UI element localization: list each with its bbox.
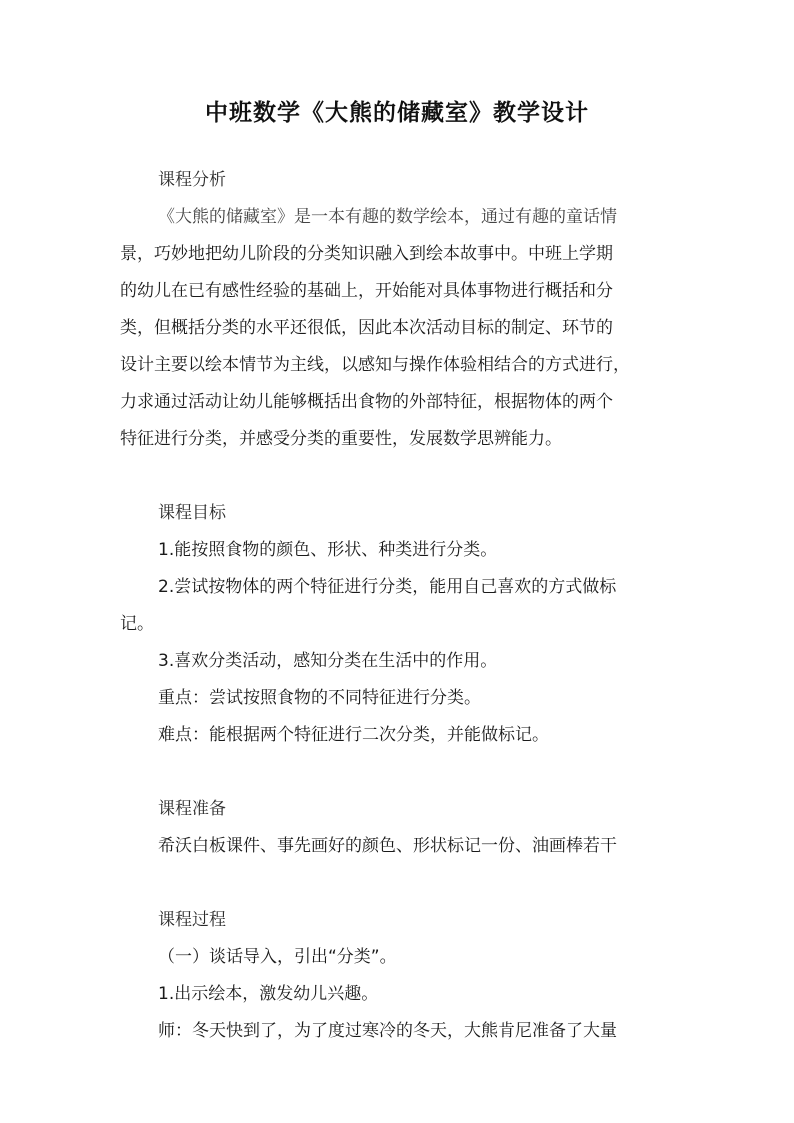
spacer xyxy=(120,458,680,495)
section-heading-analysis: 课程分析 xyxy=(158,170,226,190)
goal-item: 1.能按照食物的颜色、形状、种类进行分类。 xyxy=(158,540,498,560)
analysis-line: 类，但概括分类的水平还很低，因此本次活动目标的制定、环节的 xyxy=(120,318,613,338)
analysis-line: 《大熊的储藏室》是一本有趣的数学绘本，通过有趣的童话情 xyxy=(158,207,617,227)
analysis-paragraph xyxy=(120,199,680,458)
spacer xyxy=(120,754,680,791)
preparation-text: 希沃白板课件、事先画好的颜色、形状标记一份、油画棒若干 xyxy=(158,836,617,856)
spacer xyxy=(120,865,680,902)
analysis-line: 特征进行分类，并感受分类的重要性，发展数学思辨能力。 xyxy=(120,429,562,449)
section-heading-preparation: 课程准备 xyxy=(158,799,226,819)
teacher-dialogue: 师：冬天快到了，为了度过寒冷的冬天，大熊肯尼准备了大量 xyxy=(158,1021,617,1041)
analysis-line: 景，巧妙地把幼儿阶段的分类知识融入到绘本故事中。中班上学期 xyxy=(120,244,613,264)
process-substep: 1.出示绘本，激发幼儿兴趣。 xyxy=(158,984,379,1004)
goal-item: 3.喜欢分类活动，感知分类在生活中的作用。 xyxy=(158,651,498,671)
process-step: （一）谈话导入，引出“分类”。 xyxy=(158,947,397,967)
section-heading-process: 课程过程 xyxy=(158,910,226,930)
goal-item: 2.尝试按物体的两个特征进行分类，能用自己喜欢的方式做标 xyxy=(158,577,617,597)
goal-item-continuation: 记。 xyxy=(120,614,154,634)
document-body xyxy=(120,162,680,1050)
analysis-line: 设计主要以绘本情节为主线，以感知与操作体验相结合的方式进行， xyxy=(120,355,630,375)
section-heading-goals: 课程目标 xyxy=(158,503,226,523)
difficulty-point: 难点：能根据两个特征进行二次分类，并能做标记。 xyxy=(158,725,549,745)
key-point: 重点：尝试按照食物的不同特征进行分类。 xyxy=(158,688,481,708)
document-title: 中班数学《大熊的储藏室》教学设计 xyxy=(205,99,589,126)
analysis-line: 的幼儿在已有感性经验的基础上，开始能对具体事物进行概括和分 xyxy=(120,281,613,301)
analysis-line: 力求通过活动让幼儿能够概括出食物的外部特征，根据物体的两个 xyxy=(120,392,613,412)
